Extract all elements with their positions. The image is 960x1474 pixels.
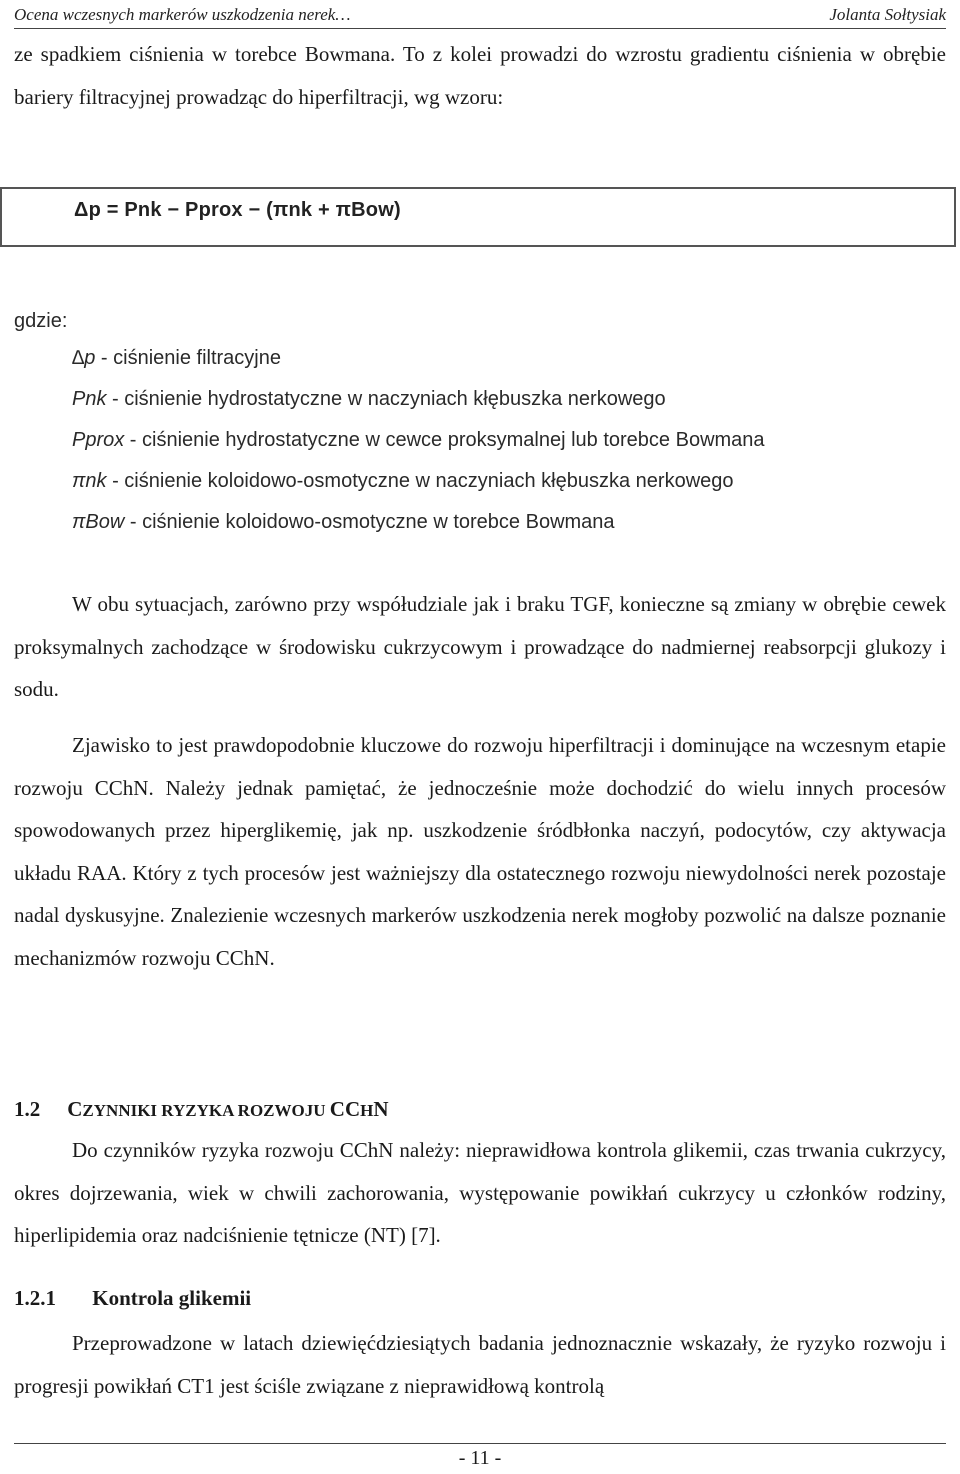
page-number: - 11 - (458, 1447, 502, 1469)
filtration-formula: Δp = Pnk − Pprox − (πnk + πBow) (74, 199, 401, 221)
definition-symbol: ∆p (72, 347, 96, 369)
body-paragraph: Przeprowadzone w latach dziewięćdziesiątych badania jednoznacznie wskazały, że ryzyko rozwoju i progresji powikłań CT1 jest ściśle związane z nieprawidłową kontrolą (14, 1331, 946, 1398)
gdzie-label: gdzie: (14, 310, 68, 332)
subsection-title: Kontrola glikemii (92, 1286, 252, 1310)
definition-text: - ciśnienie koloidowo-osmotyczne w naczyniach kłębuszka nerkowego (106, 470, 734, 492)
definition-item (72, 425, 765, 455)
definition-symbol: πBow (72, 511, 125, 533)
body-paragraph: Zjawisko to jest prawdopodobnie kluczowe do rozwoju hiperfiltracji i dominujące na wczesnym etapie rozwoju CChN. Należy jednak pamiętać, że jednocześnie może dochodzić do wielu innych procesów spowodowanych przez hiperglikemię, jak np. uszkodzenie śródbłonka naczyń, podocytów, czy aktywacja układu RAA. Który z tych procesów jest ważniejszy dla ostatecznego rozwoju niewydolności nerek pozostaje nadal dyskusyjne. Znalezienie wczesnych markerów uszkodzenia nerek mogłoby pozwolić na dalsze poznanie mechanizmów rozwoju CChN. (14, 733, 946, 970)
definition-symbol: πnk (72, 470, 107, 492)
formula-box (0, 187, 956, 247)
header-author: Jolanta Sołtysiak (829, 5, 946, 24)
definition-item (72, 384, 666, 414)
definition-item (72, 343, 281, 373)
definition-item (72, 507, 615, 537)
definition-text: - ciśnienie hydrostatyczne w naczyniach kłębuszka nerkowego (106, 388, 666, 410)
body-paragraph: Do czynników ryzyka rozwoju CChN należy: nieprawidłowa kontrola glikemii, czas trwania cukrzycy, okres dojrzewania, wiek w chwili zachorowania, występowanie powikłań cukrzycy u członków rodziny, hiperlipidemia oraz nadciśnienie tętnicze (NT) [7]. (14, 1138, 946, 1247)
definition-text: - ciśnienie koloidowo-osmotyczne w torebce Bowmana (124, 511, 615, 533)
definition-symbol: Pnk (72, 388, 107, 410)
subsection-number: 1.2.1 (14, 1286, 56, 1310)
footer-rule (14, 1443, 946, 1444)
subsection-heading (14, 1286, 251, 1311)
definition-item (72, 466, 734, 496)
intro-paragraph: ze spadkiem ciśnienia w torebce Bowmana. To z kolei prowadzi do wzrostu gradientu ciśnienia w obrębie bariery filtracyjnej prowadząc do hiperfiltracji, wg wzoru: (14, 42, 946, 109)
header-title: Ocena wczesnych markerów uszkodzenia nerek… (14, 5, 351, 24)
section-heading (14, 1097, 389, 1122)
body-paragraph: W obu sytuacjach, zarówno przy współudziale jak i braku TGF, konieczne są zmiany w obrębie cewek proksymalnych zachodzące w środowisku cukrzycowym i prowadzące do nadmiernej reabsorpcji glukozy i sodu. (14, 592, 946, 701)
page-header (14, 2, 946, 29)
definition-text: - ciśnienie filtracyjne (95, 347, 281, 369)
section-title: CZYNNIKI RYZYKA ROZWOJU CCHN (67, 1097, 389, 1121)
definition-symbol: Pprox (72, 429, 125, 451)
definition-text: - ciśnienie hydrostatyczne w cewce proksymalnej lub torebce Bowmana (124, 429, 765, 451)
section-number: 1.2 (14, 1097, 41, 1121)
